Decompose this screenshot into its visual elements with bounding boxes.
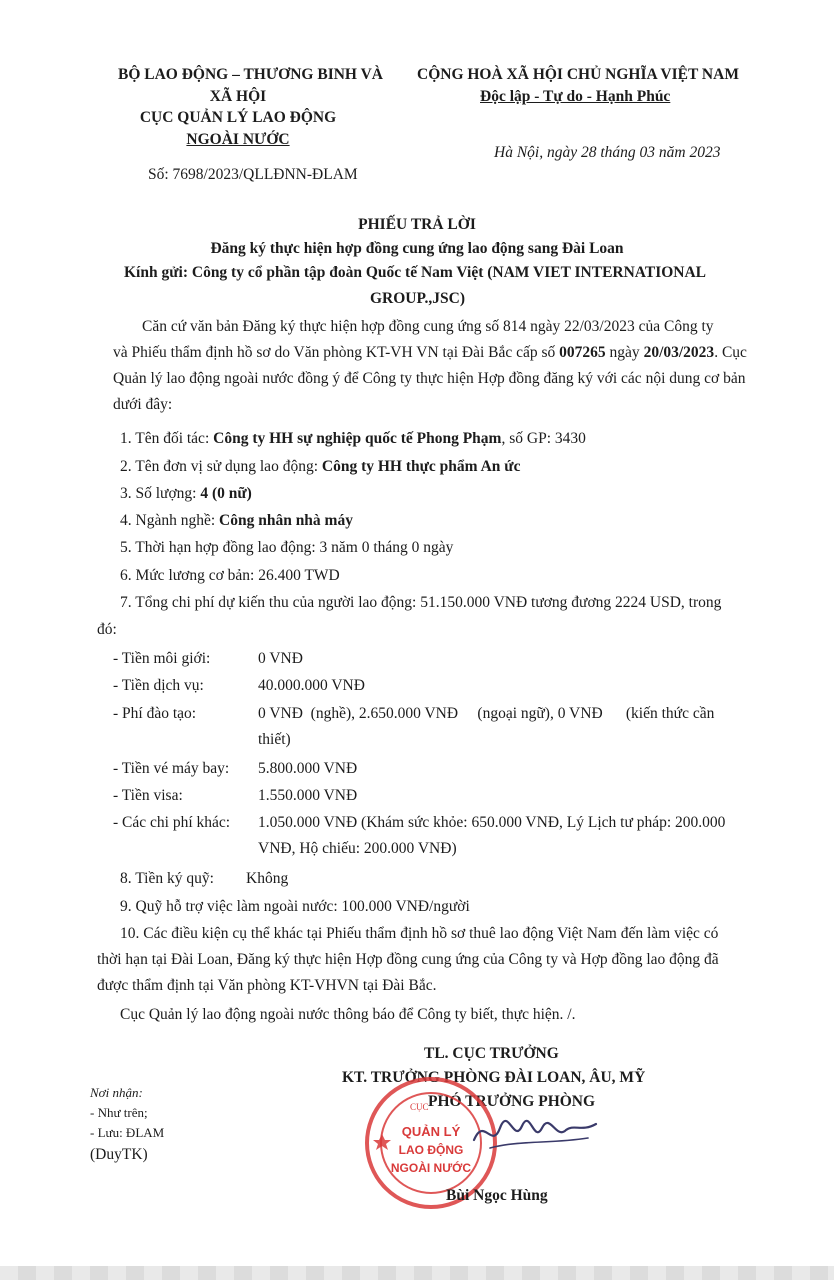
appraisal-date: 20/03/2023 (643, 344, 715, 361)
recipient-line: Kính gửi: Công ty cổ phần tập đoàn Quốc tế Nam Việt (NAM VIET INTERNATIONAL (124, 264, 707, 281)
cost-value: 1.050.000 VNĐ (Khám sức khỏe: 650.000 VNĐ, Lý Lịch tư pháp: 200.000 (258, 814, 726, 831)
signer-position: PHÓ TRƯỞNG PHÒNG (428, 1093, 596, 1110)
handwritten-signature-icon (470, 1110, 600, 1156)
recipient-item: - Như trên; (90, 1105, 148, 1120)
cost-value: 0 VNĐ (258, 650, 303, 667)
item-label: 1. Tên đối tác: (120, 430, 214, 447)
item-extra: , số GP: 3430 (501, 430, 586, 447)
signer-authority: TL. CỤC TRƯỞNG (424, 1045, 559, 1062)
seal-line3: NGOÀI NƯỚC (390, 1161, 472, 1175)
item-total-cost: 7. Tổng chi phí dự kiến thu của người lao động: 51.150.000 VNĐ tương đương 2224 USD, trong (120, 594, 722, 611)
item-value: Công ty HH sự nghiệp quốc tế Phong Phạm (213, 430, 502, 447)
item-deposit-label: 8. Tiền ký quỹ: (120, 870, 214, 887)
recipient-line-cont: GROUP.,JSC) (370, 290, 466, 307)
cost-value: 5.800.000 VNĐ (258, 760, 358, 777)
national-title: CỘNG HOÀ XÃ HỘI CHỦ NGHĨA VIỆT NAM (417, 66, 739, 83)
cost-label: - Tiền dịch vụ: (113, 677, 204, 694)
cost-label: - Tiền môi giới: (113, 650, 211, 667)
ministry-name: BỘ LAO ĐỘNG – THƯƠNG BINH VÀ (118, 66, 383, 83)
document-subject: Đăng ký thực hiện hợp đồng cung ứng lao động sang Đài Loan (210, 240, 624, 257)
item-label: 4. Ngành nghề: (120, 512, 220, 529)
item-partner (120, 430, 586, 448)
seal-line2: LAO ĐỘNG (398, 1143, 464, 1157)
cost-value: 40.000.000 VNĐ (258, 677, 365, 694)
cost-value: 0 VNĐ (nghề), 2.650.000 VNĐ (ngoại ngữ), 0 VNĐ (kiến thức cần (258, 705, 715, 722)
cost-value: 1.550.000 VNĐ (258, 787, 358, 804)
signer-office: KT. TRƯỞNG PHÒNG ĐÀI LOAN, ÂU, MỸ (342, 1069, 646, 1086)
item-other-conditions-cont: được thẩm định tại Văn phòng KT-VHVN tại Đài Bắc. (97, 977, 437, 994)
item-contract-term: 5. Thời hạn hợp đồng lao động: 3 năm 0 tháng 0 ngày (120, 539, 454, 556)
cost-label: - Phí đào tạo: (113, 705, 197, 722)
cost-value-cont: VNĐ, Hộ chiếu: 200.000 VNĐ) (258, 840, 457, 857)
closing-statement: Cục Quản lý lao động ngoài nước thông báo để Công ty biết, thực hiện. /. (120, 1006, 576, 1023)
item-occupation (120, 512, 353, 530)
cost-value-cont: thiết) (258, 731, 291, 748)
item-support-fund: 9. Quỹ hỗ trợ việc làm ngoài nước: 100.000 VNĐ/người (120, 898, 470, 915)
item-value: Công nhân nhà máy (219, 512, 353, 529)
appraisal-number: 007265 (559, 344, 606, 361)
intro-line: Quản lý lao động ngoài nước đồng ý để Công ty thực hiện Hợp đồng đăng ký với các nội dung cơ bản (113, 370, 746, 387)
recipients-heading: Nơi nhận: (90, 1085, 143, 1100)
intro-line: Căn cứ văn bản Đăng ký thực hiện hợp đồng cung ứng số 814 ngày 22/03/2023 của Công ty (142, 318, 714, 335)
cost-label: - Tiền vé máy bay: (113, 760, 230, 777)
bottom-edge-strip (0, 1266, 834, 1280)
intro-text: và Phiếu thẩm định hồ sơ do Văn phòng KT-VH VN tại Đài Bắc cấp số (113, 344, 560, 361)
cost-label: - Tiền visa: (113, 787, 183, 804)
item-value: 4 (0 nữ) (200, 485, 252, 502)
intro-line (113, 344, 747, 362)
national-motto: Độc lập - Tự do - Hạnh Phúc (480, 88, 671, 105)
seal-top-text: CỤC (410, 1102, 429, 1112)
item-deposit-value: Không (246, 870, 289, 887)
cost-label: - Các chi phí khác: (113, 814, 231, 831)
intro-text: . Cục (714, 344, 747, 361)
department-name: CỤC QUẢN LÝ LAO ĐỘNG (139, 109, 337, 126)
place-date: Hà Nội, ngày 28 tháng 03 năm 2023 (494, 144, 721, 161)
item-value: Công ty HH thực phẩm An ức (321, 458, 521, 475)
item-other-conditions-cont: thời hạn tại Đài Loan, Đăng ký thực hiện Hợp đồng cung ứng của Công ty và Hợp đồng lao động đã (97, 951, 719, 968)
recipient-item: - Lưu: ĐLAM (90, 1125, 165, 1140)
ministry-name-cont: XÃ HỘI (209, 88, 267, 105)
item-other-conditions: 10. Các điều kiện cụ thể khác tại Phiếu thẩm định hồ sơ thuê lao động Việt Nam đến làm việc có (120, 925, 719, 942)
item-base-salary: 6. Mức lương cơ bản: 26.400 TWD (120, 567, 340, 584)
document-number: Số: 7698/2023/QLLĐNN-ĐLAM (148, 166, 358, 183)
recipient-item: (DuyTK) (90, 1146, 148, 1163)
item-label: 2. Tên đơn vị sử dụng lao động: (120, 458, 322, 475)
item-employer (120, 458, 520, 476)
intro-text: ngày (605, 344, 644, 361)
document-title: PHIẾU TRẢ LỜI (358, 216, 476, 233)
seal-line1: QUẢN LÝ (401, 1124, 461, 1139)
item-total-cost-cont: đó: (97, 621, 117, 638)
intro-line: dưới đây: (113, 396, 173, 413)
department-name-cont: NGOÀI NƯỚC (186, 131, 290, 148)
signer-name: Bùi Ngọc Hùng (446, 1187, 548, 1204)
item-quantity (120, 485, 252, 503)
item-label: 3. Số lượng: (120, 485, 201, 502)
